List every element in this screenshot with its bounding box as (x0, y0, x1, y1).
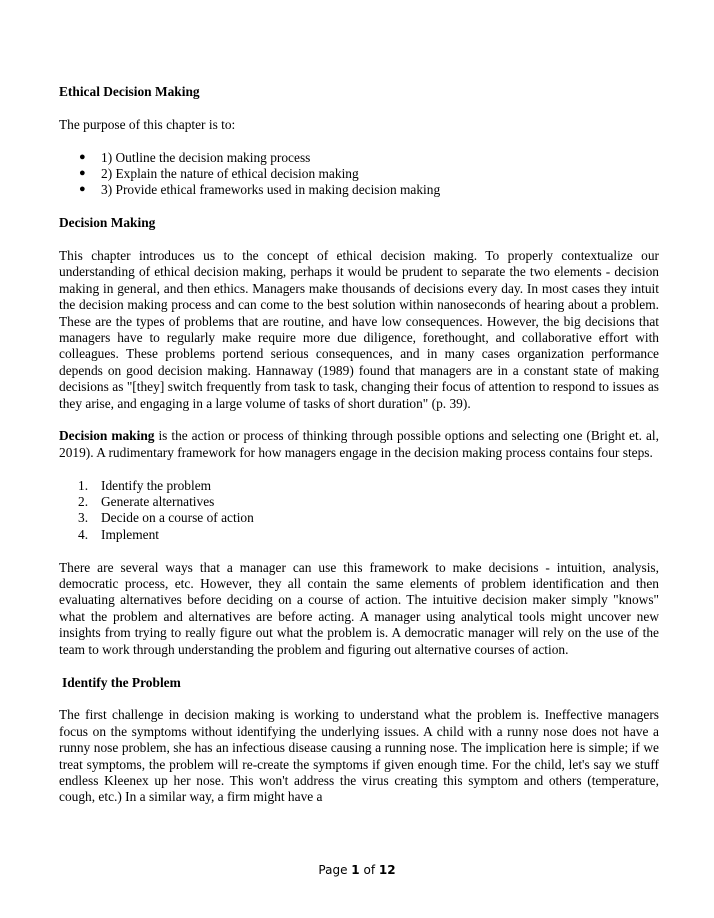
bold-term: Decision making (59, 428, 155, 444)
bullet-icon: ● (79, 150, 86, 163)
paragraph: The first challenge in decision making is working to understand what the problem is. Ineffective managers focus on the symptoms without identifying the underlying issues. A child with a runny nose does not have a runny nose problem, she has an infectious disease causing a running nose. The implication here is simple; if we treat symptoms, the problem will re-create the symptoms if given enough time. For the child, let's say we stuff endless Kleenex up her nose. This won't address the virus creating this symptom and others (temperature, cough, etc.) In a similar way, a firm might have a (59, 707, 659, 805)
page-footer: Page 1 of 12 (318, 863, 396, 877)
list-item: 3. Decide on a course of action (78, 510, 254, 526)
section-heading-identify-problem: Identify the Problem (62, 674, 181, 690)
intro-text: The purpose of this chapter is to: (59, 116, 236, 132)
paragraph-definition: Decision making is the action or process of thinking through possible options and selecting one (Bright et. al, 2019). A rudimentary framework for how managers engage in the decision making process contains four steps. (59, 428, 660, 460)
list-item: 4. Implement (78, 526, 160, 542)
list-item: ● 1) Outline the decision making process (79, 149, 311, 165)
paragraph: There are several ways that a manager can use this framework to make decisions - intuition, analysis, democratic process, etc. However, they all contain the same elements of problem identification and then evaluating alternatives before deciding on a course of action. The intuitive decision maker simply "knows" what the problem and alternatives are before acting. A manager using analytical tools might uncover new insights from trying to really figure out what the problem is. A democratic manager will rely on the use of the team to work through understanding the problem and figuring out alternative courses of action. (59, 559, 659, 657)
bullet-icon: ● (79, 167, 86, 179)
bullet-icon: ● (79, 183, 86, 196)
section-heading-decision-making: Decision Making (59, 215, 156, 231)
paragraph: This chapter introduces us to the concept of ethical decision making. To properly contextualize our understanding of ethical decision making, perhaps it would be prudent to separate the two elements - decision making in general, and then ethics. Managers make thousands of decisions every day. In most cases they intuit the decision making process and can come to the best solution within nanoseconds of hearing about a problem. These are the types of problems that are routine, and have low consequences. However, the big decisions that managers have to regularly make require more due diligence, forethought, and collaborative effort with colleagues. These problems portend serious consequences, and in many cases organization performance depends on good decision making. Hannaway (1989) found that managers are in a constant state of making decisions as "[they] switch frequently from task to task, changing their focus of attention to respond to issues as they arise, and engaging in a large volume of tasks of short duration" (p. 39). (59, 248, 659, 411)
list-item: 2. Generate alternatives (78, 494, 215, 510)
list-item: ● 2) Explain the nature of ethical decision making (79, 166, 359, 181)
current-page-number: 1 (351, 863, 360, 877)
steps-list (59, 478, 659, 544)
purpose-list (59, 150, 659, 199)
list-item: ● 3) Provide ethical frameworks used in making decision making (79, 182, 441, 198)
document-title: Ethical Decision Making (59, 84, 200, 99)
document-body (59, 84, 659, 806)
total-page-count: 12 (378, 863, 396, 877)
list-item: 1. Identify the problem (78, 477, 212, 493)
